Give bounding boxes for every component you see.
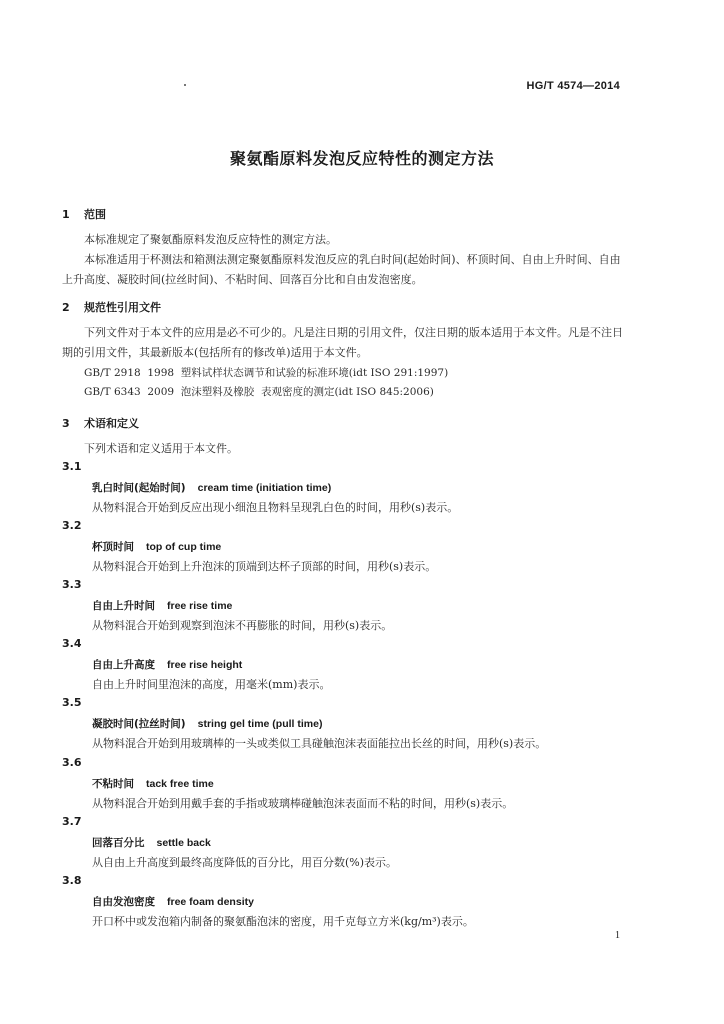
term-en: settle back	[156, 837, 211, 849]
section-number: 3	[62, 417, 70, 430]
section-heading-terms	[62, 415, 139, 431]
reference-item: GB/T 6343 2009 泡沫塑料及橡胶 表观密度的测定(idt ISO 845:2006)	[84, 386, 434, 398]
term-definition: 从物料混合开始到观察到泡沫不再膨胀的时间，用秒(s)表示。	[92, 619, 393, 632]
term-heading	[92, 657, 242, 672]
term-en: tack free time	[146, 778, 214, 790]
section-title: 范围	[84, 208, 106, 221]
term-definition: 从物料混合开始到反应出现小细泡且物料呈现乳白色的时间，用秒(s)表示。	[92, 501, 459, 514]
section-heading-normative	[62, 299, 161, 315]
paragraph: 下列文件对于本文件的应用是必不可少的。凡是注日期的引用文件，仅注日期的版本适用于本文件。凡是不注日期的引用文件，其最新版本(包括所有的修改单)适用于本文件。	[62, 326, 623, 359]
term-definition: 从物料混合开始到用戴手套的手指或玻璃棒碰触泡沫表面而不粘的时间，用秒(s)表示。	[92, 797, 514, 810]
term-cn: 自由上升高度	[92, 659, 155, 671]
section-title: 规范性引用文件	[84, 301, 161, 314]
term-en: string gel time (pull time)	[197, 718, 323, 730]
section-number: 2	[62, 301, 70, 314]
term-en: cream time (initiation time)	[197, 482, 332, 494]
term-definition: 从物料混合开始到用玻璃棒的一头或类似工具碰触泡沫表面能拉出长丝的时间，用秒(s)表示。	[92, 737, 547, 750]
term-heading	[92, 539, 221, 554]
term-cn: 凝胶时间(拉丝时间)	[92, 718, 186, 730]
term-cn: 自由发泡密度	[92, 896, 155, 908]
term-en: free rise height	[167, 659, 243, 671]
term-cn: 不粘时间	[92, 778, 134, 790]
paragraph: 本标准适用于杯测法和箱测法测定聚氨酯原料发泡反应的乳白时间(起始时间)、杯顶时间、自由上升时间、自由上升高度、凝胶时间(拉丝时间)、不粘时间、回落百分比和自由发泡密度。	[62, 253, 621, 286]
section-title: 术语和定义	[84, 417, 139, 430]
term-definition: 开口杯中或发泡箱内制备的聚氨酯泡沫的密度，用千克每立方米(kg/m³)表示。	[92, 915, 474, 928]
term-en: free foam density	[167, 896, 254, 908]
term-definition: 从自由上升高度到最终高度降低的百分比，用百分数(%)表示。	[92, 856, 398, 869]
term-number: 3.3	[62, 578, 82, 591]
term-number: 3.7	[62, 815, 82, 828]
term-definition: 自由上升时间里泡沫的高度，用毫米(mm)表示。	[92, 678, 331, 691]
term-number: 3.6	[62, 756, 82, 769]
paragraph: 本标准规定了聚氨酯原料发泡反应特性的测定方法。	[84, 233, 337, 246]
scan-speck	[184, 84, 186, 86]
term-heading	[92, 480, 331, 495]
term-number: 3.2	[62, 519, 82, 532]
term-definition: 从物料混合开始到上升泡沫的顶端到达杯子顶部的时间，用秒(s)表示。	[92, 560, 437, 573]
section-heading-scope	[62, 206, 106, 222]
term-number: 3.8	[62, 874, 82, 887]
paragraph: 下列术语和定义适用于本文件。	[84, 442, 238, 455]
term-heading	[92, 598, 232, 613]
term-heading	[92, 716, 322, 731]
reference-item: GB/T 2918 1998 塑料试样状态调节和试验的标准环境(idt ISO 291:1997)	[84, 367, 449, 379]
page-number: 1	[615, 930, 620, 941]
term-cn: 回落百分比	[92, 837, 145, 849]
section-number: 1	[62, 208, 70, 221]
term-cn: 自由上升时间	[92, 600, 155, 612]
term-en: top of cup time	[146, 541, 222, 553]
term-heading	[92, 776, 214, 791]
term-cn: 杯顶时间	[92, 541, 134, 553]
term-heading	[92, 894, 254, 909]
term-en: free rise time	[167, 600, 233, 612]
document-title: 聚氨酯原料发泡反应特性的测定方法	[229, 149, 494, 168]
term-number: 3.4	[62, 637, 82, 650]
term-number: 3.1	[62, 460, 82, 473]
term-cn: 乳白时间(起始时间)	[92, 482, 186, 494]
term-heading	[92, 835, 211, 850]
term-number: 3.5	[62, 696, 82, 709]
standard-code: HG/T 4574—2014	[526, 80, 620, 92]
